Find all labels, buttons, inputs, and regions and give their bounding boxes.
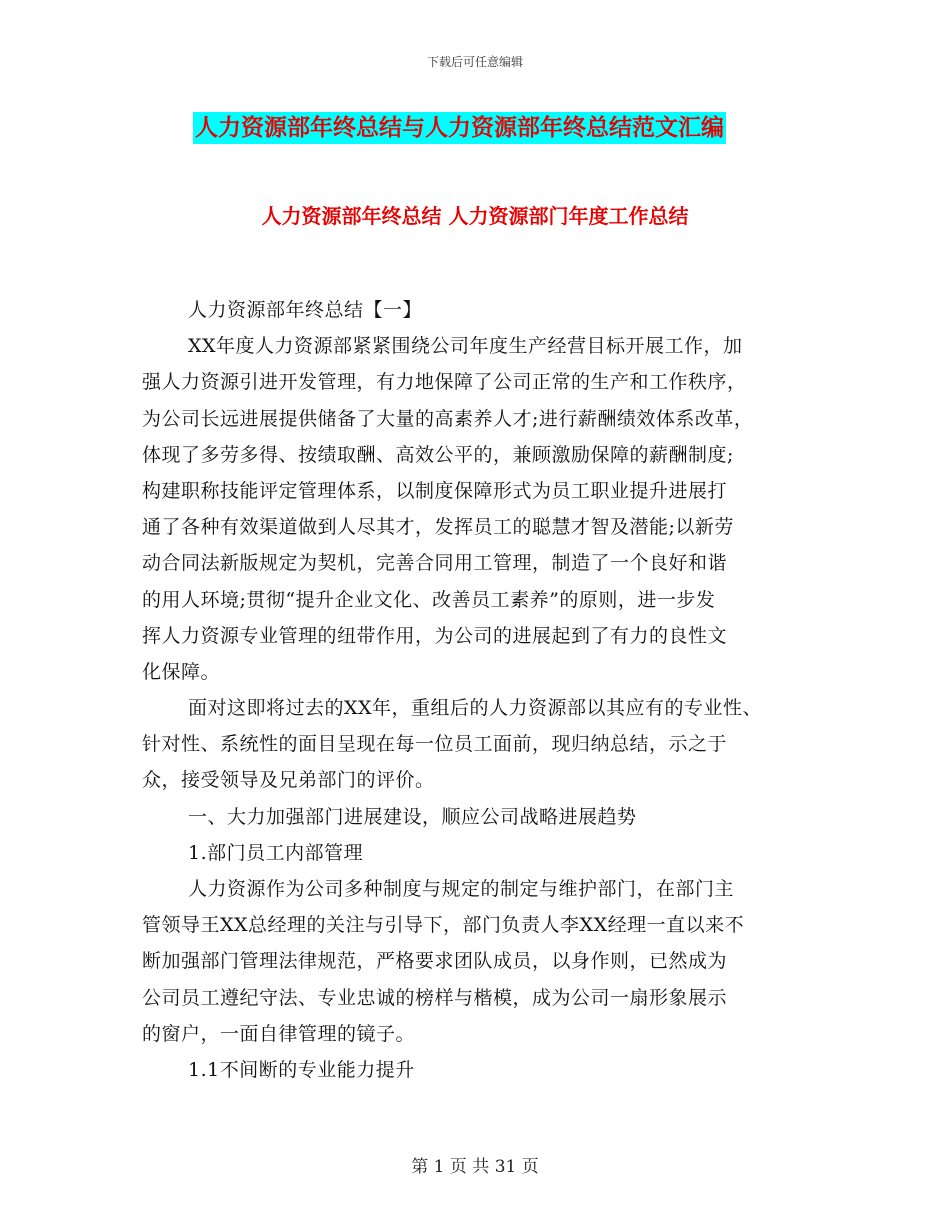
section-heading: 一、大力加强部门进展建设，顺应公司战略进展趋势 [188, 805, 637, 828]
paragraph-line: 体现了多劳多得、按绩取酬、高效公平的，兼顾激励保障的薪酬制度; [142, 443, 734, 466]
paragraph-line: 的窗户，一面自律管理的镜子。 [142, 1022, 416, 1045]
paragraph-line: 的用人环境;贯彻“提升企业文化、改善员工素养”的原则，进一步发 [142, 588, 716, 611]
paragraph-line: 挥人力资源专业管理的纽带作用，为公司的进展起到了有力的良性文 [142, 624, 728, 647]
spacer [142, 222, 822, 292]
section-heading: 人力资源部年终总结【一】 [188, 299, 423, 321]
sub-title: 人力资源部年终总结 人力资源部门年度工作总结 [261, 204, 689, 228]
paragraph-line: 公司员工遵纪守法、专业忠诚的榜样与楷模，成为公司一扇形象展示 [142, 986, 728, 1009]
paragraph-line: 面对这即将过去的XX年，重组后的人力资源部以其应有的专业性、 [188, 697, 763, 720]
paragraph-line: 为公司长远进展提供储备了大量的高素养人才;进行薪酬绩效体系改革， [142, 407, 754, 430]
section-heading: 1.部门员工内部管理 [188, 841, 364, 864]
paragraph-line: 通了各种有效渠道做到人尽其才，发挥员工的聪慧才智及潜能;以新劳 [142, 516, 734, 539]
paragraph-line: 构建职称技能评定管理体系，以制度保障形式为员工职业提升进展打 [142, 479, 728, 502]
page-footer: 第 1 页 共 31 页 [411, 1157, 539, 1177]
main-title-wrap [193, 112, 803, 144]
paragraph-line: 针对性、系统性的面目呈现在每一位员工面前，现归纳总结，示之于 [142, 733, 728, 756]
document-body [142, 222, 822, 1088]
header-note: 下载后可任意编辑 [426, 55, 523, 69]
section-heading: 1.1不间断的专业能力提升 [188, 1058, 415, 1081]
paragraph-line: 人力资源作为公司多种制度与规定的制定与维护部门，在部门主 [188, 878, 735, 900]
paragraph-line: 动合同法新版规定为契机，完善合同用工管理，制造了一个良好和谐 [142, 552, 728, 575]
paragraph-line: 化保障。 [142, 660, 221, 683]
paragraph-line: 管领导王XX总经理的关注与引导下，部门负责人李XX经理一直以来不 [142, 914, 745, 937]
paragraph-line: 强人力资源引进开发管理，有力地保障了公司正常的生产和工作秩序， [142, 371, 747, 394]
paragraph-line: 众，接受领导及兄弟部门的评价。 [142, 769, 435, 792]
paragraph-line: 断加强部门管理法律规范，严格要求团队成员，以身作则，已然成为 [142, 950, 728, 973]
main-title: 人力资源部年终总结与人力资源部年终总结范文汇编 [193, 112, 726, 144]
paragraph-line: XX年度人力资源部紧紧围绕公司年度生产经营目标开展工作，加 [188, 335, 743, 358]
